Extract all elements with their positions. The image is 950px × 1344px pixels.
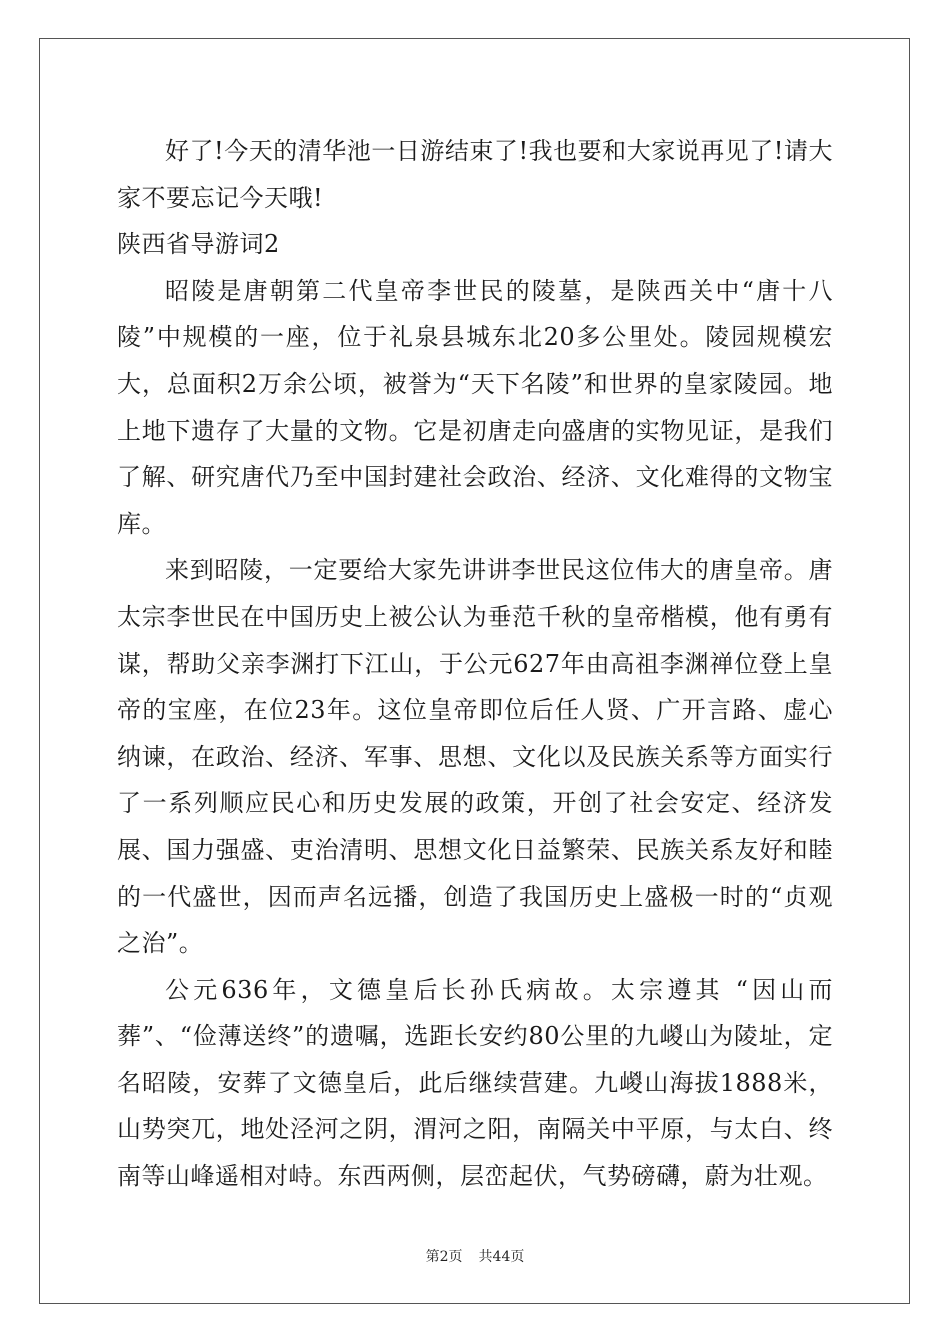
document-body	[117, 128, 833, 1200]
page-total: 共44页	[478, 1249, 525, 1265]
paragraph-closing: 好了!今天的清华池一日游结束了!我也要和大家说再见了!请大家不要忘记今天哦!	[117, 137, 833, 212]
paragraph-zhaoling-intro: 昭陵是唐朝第二代皇帝李世民的陵墓，是陕西关中“唐十八陵”中规模的一座，位于礼泉县城东北20多公里处。陵园规模宏大，总面积2万余公顷，被誉为“天下名陵”和世界的皇家陵园。地上地下遗存了大量的文物。它是初唐走向盛唐的实物见证，是我们了解、研究唐代乃至中国封建社会政治、经济、文化难得的文物宝库。	[117, 276, 833, 538]
page-number: 第2页	[425, 1249, 463, 1265]
section-heading: 陕西省导游词2	[117, 230, 280, 259]
page-footer	[0, 1246, 950, 1266]
paragraph-construction: 公元636年，文德皇后长孙氏病故。太宗遵其 “因山而葬”、“俭薄送终”的遗嘱，选距长安约80公里的九嵕山为陵址，定名昭陵，安葬了文德皇后，此后继续营建。九嵕山海拔1888米，山势突兀，地处泾河之阴，渭河之阳，南隔关中平原，与太白、终南等山峰遥相对峙。东西两侧，层峦起伏，气势磅礴，蔚为壮观。	[117, 975, 833, 1191]
paragraph-li-shimin: 来到昭陵，一定要给大家先讲讲李世民这位伟大的唐皇帝。唐太宗李世民在中国历史上被公认为垂范千秋的皇帝楷模，他有勇有谋，帮助父亲李渊打下江山，于公元627年由高祖李渊禅位登上皇帝的宝座，在位23年。这位皇帝即位后任人贤、广开言路、虚心纳谏，在政治、经济、军事、思想、文化以及民族关系等方面实行了一系列顺应民心和历史发展的政策，开创了社会安定、经济发展、国力强盛、吏治清明、思想文化日益繁荣、民族关系友好和睦的一代盛世，因而声名远播，创造了我国历史上盛极一时的“贞观之治”。	[117, 556, 833, 958]
